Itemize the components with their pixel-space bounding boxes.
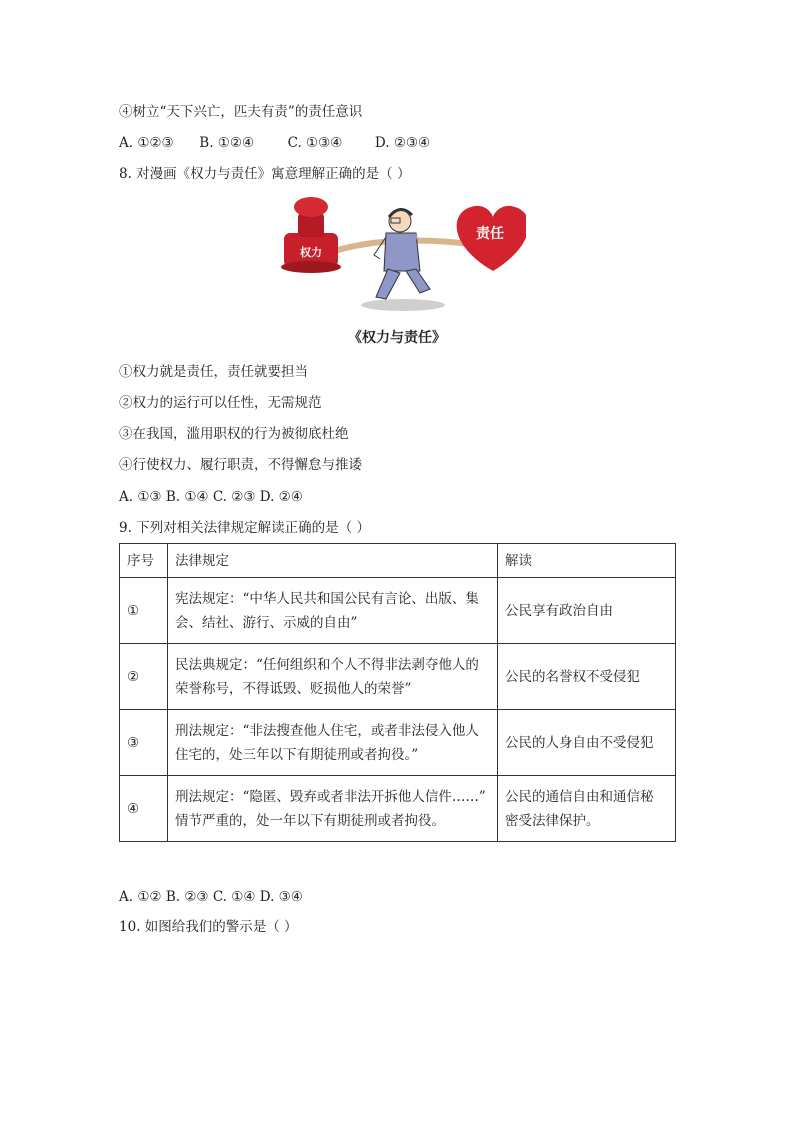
q9-stem: 9. 下列对相关法律规定解读正确的是（ ） xyxy=(119,520,370,536)
law-line: 刑法规定：“非法搜查他人住宅，或者非法侵入他人 xyxy=(175,722,479,739)
table-header-row xyxy=(120,544,676,578)
heart-label: 责任 xyxy=(476,226,504,242)
header-reading: 解读 xyxy=(498,544,676,578)
stamp-label: 权力 xyxy=(300,246,322,259)
q10-stem: 10. 如图给我们的警示是（ ） xyxy=(119,919,298,935)
reading-line: 公民的人身自由不受侵犯 xyxy=(505,734,654,751)
row-number: ④ xyxy=(120,776,168,842)
law-text xyxy=(168,776,498,842)
table-row xyxy=(120,644,676,710)
q8-item-4: ④行使权力、履行职责，不得懈怠与推诿 xyxy=(119,457,362,473)
row-number: ② xyxy=(120,644,168,710)
table-row xyxy=(120,710,676,776)
table-row xyxy=(120,578,676,644)
power-responsibility-cartoon xyxy=(278,193,526,317)
reading-line: 公民的通信自由和通信秘 xyxy=(505,788,654,805)
q9-options: A. ①② B. ②③ C. ①④ D. ③④ xyxy=(119,889,303,905)
q8-item-2: ②权力的运行可以任性，无需规范 xyxy=(119,395,322,411)
law-text xyxy=(168,644,498,710)
q7-option-b: B. ①②④ xyxy=(199,135,255,151)
q7-item-4: ④树立“天下兴亡，匹夫有责”的责任意识 xyxy=(119,104,363,120)
power-stamp-icon xyxy=(281,197,341,273)
header-law: 法律规定 xyxy=(168,544,498,578)
q7-option-d: D. ②③④ xyxy=(374,135,431,151)
table-row xyxy=(120,776,676,842)
q7-options xyxy=(119,134,430,152)
law-line: 民法典规定：“任何组织和个人不得非法剥夺他人的 xyxy=(175,656,479,673)
law-table xyxy=(119,543,676,842)
reading-text xyxy=(498,776,676,842)
reading-line: 公民的名誉权不受侵犯 xyxy=(505,668,640,685)
cartoon-caption: 《权力与责任》 xyxy=(348,330,446,346)
reading-text xyxy=(498,710,676,776)
reading-line: 公民享有政治自由 xyxy=(505,602,613,619)
q8-stem: 8. 对漫画《权力与责任》寓意理解正确的是（ ） xyxy=(119,166,411,182)
q7-option-a: A. ①②③ xyxy=(119,135,174,151)
q8-item-1: ①权力就是责任，责任就要担当 xyxy=(119,364,308,380)
law-line: 会、结社、游行、示威的自由” xyxy=(175,614,358,631)
row-number: ① xyxy=(120,578,168,644)
law-text xyxy=(168,710,498,776)
heart-icon xyxy=(457,206,526,271)
header-number: 序号 xyxy=(120,544,168,578)
man-figure xyxy=(361,209,445,311)
law-line: 荣誉称号，不得诋毁、贬损他人的荣誉” xyxy=(175,680,412,697)
reading-line: 密受法律保护。 xyxy=(505,812,600,829)
q8-item-3: ③在我国，滥用职权的行为被彻底杜绝 xyxy=(119,426,349,442)
law-line: 刑法规定：“隐匿、毁弃或者非法开拆他人信件……” xyxy=(175,788,486,805)
q8-options: A. ①③ B. ①④ C. ②③ D. ②④ xyxy=(119,489,303,505)
reading-text xyxy=(498,644,676,710)
reading-text xyxy=(498,578,676,644)
law-line: 住宅的，处三年以下有期徒刑或者拘役。” xyxy=(175,746,419,763)
law-text xyxy=(168,578,498,644)
row-number: ③ xyxy=(120,710,168,776)
q7-option-c: C. ①③④ xyxy=(287,135,343,151)
law-line: 情节严重的，处一年以下有期徒刑或者拘役。 xyxy=(175,812,445,829)
law-line: 宪法规定：“中华人民共和国公民有言论、出版、集 xyxy=(175,590,479,607)
